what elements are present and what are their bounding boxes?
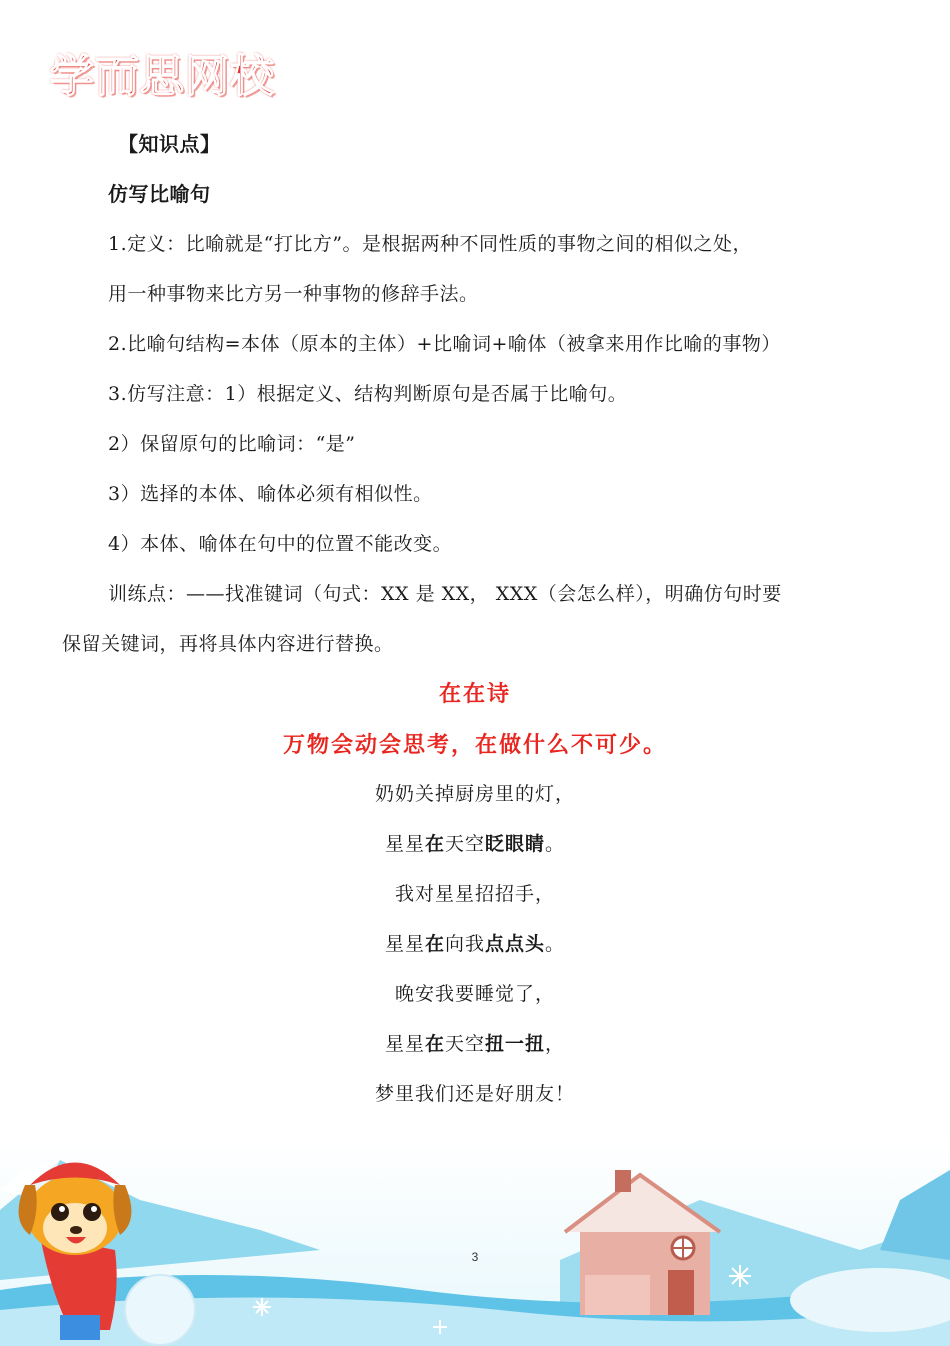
section-subheading: 仿写比喻句 <box>108 182 211 206</box>
poem-title: 在在诗 <box>438 681 511 707</box>
poem-line: 我对星星招招手， <box>394 883 555 905</box>
note-item-2: 2）保留原句的比喻词：“是” <box>108 433 356 455</box>
training-line-1: 训练点：——找准键词（句式：XX 是 XX， XXX（会怎么样），明确仿句时要 <box>108 583 782 605</box>
poem-line: 晚安我要睡觉了， <box>394 983 555 1005</box>
section-heading: 【知识点】 <box>118 132 221 156</box>
winter-footer-illustration <box>0 1140 950 1346</box>
poem-line: 奶奶关掉厨房里的灯， <box>374 783 575 805</box>
poem-line: 星星在天空眨眼睛。 <box>384 833 566 855</box>
structure-paragraph: 2.比喻句结构=本体（原本的主体）+比喻词+喻体（被拿来用作比喻的事物） <box>108 333 781 355</box>
note-item-3: 3）选择的本体、喻体必须有相似性。 <box>108 483 433 505</box>
poem-subtitle: 万物会动会思考，在做什么不可少。 <box>282 732 667 758</box>
page-number: 3 <box>471 1250 479 1264</box>
poem-line: 梦里我们还是好朋友！ <box>374 1083 575 1105</box>
training-line-2: 保留关键词，再将具体内容进行替换。 <box>62 633 394 655</box>
definition-line-2: 用一种事物来比方另一种事物的修辞手法。 <box>108 283 479 305</box>
poem-line: 星星在天空扭一扭， <box>384 1033 566 1055</box>
note-paragraph: 3.仿写注意：1）根据定义、结构判断原句是否属于比喻句。 <box>108 383 628 405</box>
snowball-shape <box>125 1275 195 1345</box>
poem-line: 星星在向我点点头。 <box>384 933 566 955</box>
brand-logo: 学而思网校 <box>50 51 275 102</box>
note-item-4: 4）本体、喻体在句中的位置不能改变。 <box>108 533 453 555</box>
definition-line-1: 1.定义：比喻就是“打比方”。是根据两种不同性质的事物之间的相似之处， <box>108 233 753 255</box>
